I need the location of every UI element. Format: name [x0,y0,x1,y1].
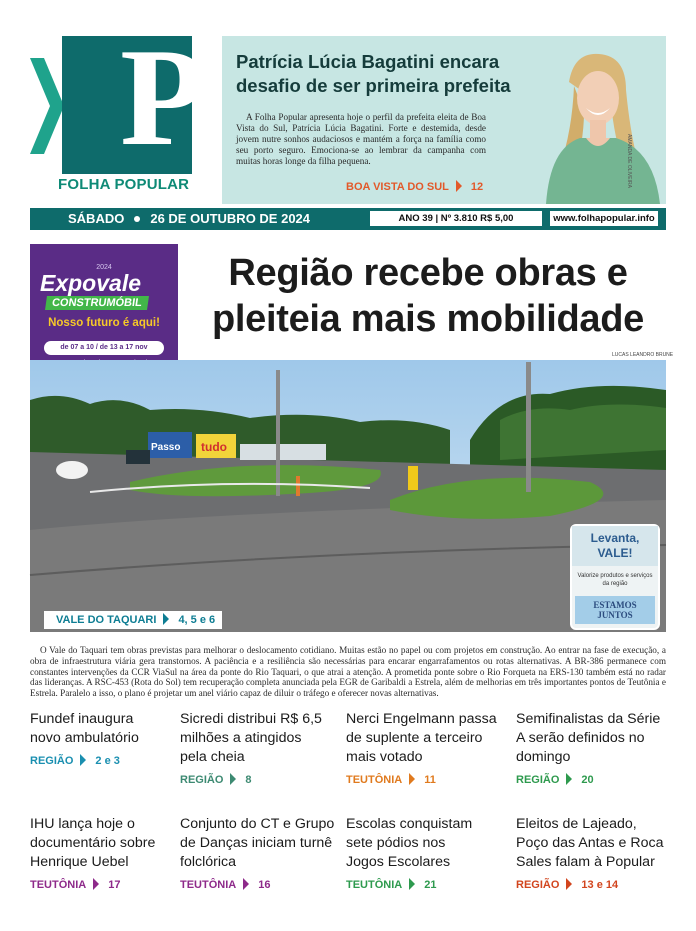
brand-name: FOLHA POPULAR [58,176,190,193]
triangle-icon [409,878,415,890]
triangle-icon [566,773,572,785]
teaser-section: REGIÃO [516,878,560,891]
ad-slogan: Nosso futuro é aqui! [48,317,160,329]
teaser-ref [516,878,676,892]
teaser-ref [30,878,190,892]
triangle-icon [409,773,415,785]
promo-text: A Folha Popular apresenta hoje o perfil da prefeita eleita de Boa Vista do Sul, Patrícia Lúcia Bagatini. Forte e destemida, desde jovem nutre sonhos audaciosos e mantém a força na família como seu porto seguro. Emociona-se ao lembrar da campanha com muitas horas longe da filha pequena. [236,112,486,166]
teaser-title: Sicredi distribui R$ 6,5 milhões a atingidos pela cheia [180,711,322,765]
triangle-icon [456,180,462,192]
teaser-sicredi[interactable] [180,710,340,787]
billboard-tudo: tudo [201,440,227,454]
campaign-badge[interactable] [570,524,660,630]
teaser-title: Eleitos de Lajeado, Poço das Antas e Roca Sales falam à Popular [516,816,664,870]
teaser-pages: 20 [581,773,594,786]
portrait-photo [514,42,664,204]
triangle-icon [80,754,86,766]
teaser-ref [346,878,506,892]
teaser-section: TEUTÔNIA [180,878,237,891]
teaser-title: Conjunto do CT e Grupo de Danças iniciam turnê folclórica [180,816,335,870]
chevron-mark-icon [30,58,64,154]
teaser-title: Nerci Engelmann passa de suplente a terceiro mais votado [346,711,497,765]
main-headline[interactable]: Região recebe obras e pleiteia mais mobilidade [211,252,645,340]
billboard-passo: Passo [151,442,181,453]
campaign-footer: ESTAMOS JUNTOS [575,596,655,624]
main-ref-section: VALE DO TAQUARI [56,614,157,626]
teaser-pages: 21 [424,878,437,891]
date-bar [30,208,666,230]
ad-year: 2024 [96,264,112,271]
teaser-section: REGIÃO [180,773,224,786]
promo-title: Patrícia Lúcia Bagatini encara desafio de ser primeira prefeita [236,51,511,96]
teaser-section: TEUTÔNIA [346,878,403,891]
date-line [68,211,310,226]
ad-dates: de 07 a 10 / de 13 a 17 nov [44,341,164,355]
teaser-pages: 11 [424,773,436,786]
teaser-ihu[interactable] [30,815,190,892]
website-link[interactable]: www.folhapopular.info [550,211,658,226]
masthead-logo[interactable] [30,20,206,194]
promo-section: BOA VISTA DO SUL [346,180,449,193]
teaser-pages: 17 [108,878,121,891]
main-photo-credit: LUCAS LEANDRO BRUNE [612,352,674,358]
promo-page: 12 [470,180,484,193]
weekday: SÁBADO [68,211,125,226]
triangle-icon [230,773,236,785]
teaser-pages: 2 e 3 [95,754,120,767]
teaser-escolas[interactable] [346,815,506,892]
teaser-fundef[interactable] [30,710,190,768]
triangle-icon [243,878,249,890]
teaser-ref [346,773,506,787]
teaser-section: TEUTÔNIA [30,878,87,891]
teaser-ref [180,878,340,892]
promo-page-ref[interactable] [346,180,483,194]
teaser-conjunto[interactable] [180,815,340,892]
photo-credit: AMANDA DE OLIVEIRA [626,134,632,188]
dot-separator [134,216,140,222]
teaser-eleitos[interactable] [516,815,676,892]
teaser-semifinalistas[interactable] [516,710,676,787]
main-ref-pages: 4, 5 e 6 [178,614,216,626]
teaser-section: TEUTÔNIA [346,773,403,786]
triangle-icon [566,878,572,890]
teaser-section: REGIÃO [516,773,560,786]
ad-subbrand: CONSTRUMÓBIL [45,296,149,310]
teaser-ref [516,773,676,787]
date: 26 DE OUTUBRO DE 2024 [150,211,311,226]
campaign-text: Valorize produtos e serviços da região [577,573,653,587]
triangle-icon [163,613,169,625]
teaser-section: REGIÃO [30,754,74,767]
triangle-icon [93,878,99,890]
teaser-ref [30,754,190,768]
logo-letter: P [120,20,206,175]
teaser-title: IHU lança hoje o documentário sobre Henrique Uebel [30,816,156,870]
teaser-pages: 13 e 14 [581,878,619,891]
teaser-pages: 8 [245,773,252,786]
main-story-ref[interactable] [44,611,222,629]
teaser-title: Semifinalistas da Série A serão definidos no domingo [516,711,661,765]
ad-brand: Expovale [40,270,141,296]
logo-block [62,20,206,175]
teaser-title: Escolas conquistam sete pódios nos Jogos Escolares [346,816,473,870]
edition-info: ANO 39 | Nº 3.810 R$ 5,00 [370,211,542,226]
campaign-title: Levanta, VALE! [572,526,658,566]
lead-paragraph: O Vale do Taquari tem obras previstas para melhorar o deslocamento cotidiano. Muitas estão no papel ou com projetos em construção. Ao entrar na fase de execução, a obra de infraestrutura viária gera transtornos. A paciência e a resiliência são necessárias para encarar engarrafamentos ou rotas alternativas. A BR-386 permanece com constantes intervenções da CCR ViaSul na área da ponte do Rio Taquari, o que atrai a atenção. A prometida ponte sobre o Rio Forqueta na ERS-130 também está no radar das lideranças. A RSC-453 (Rota do Sol) tem recuperação completa anunciada pela EGR de Garibaldi a Estrela, além de melhorias em três importantes pontos de Teutônia e Estrela. Paralelo a isso, o plano é projetar um anel viário capaz de diluir o tráfego e oferecer novas alternativas. [30,645,666,699]
teaser-title: Fundef inaugura novo ambulatório [30,711,139,746]
teaser-ref [180,773,340,787]
teaser-nerci[interactable] [346,710,506,787]
teaser-pages: 16 [258,878,271,891]
promo-story[interactable] [222,36,666,204]
